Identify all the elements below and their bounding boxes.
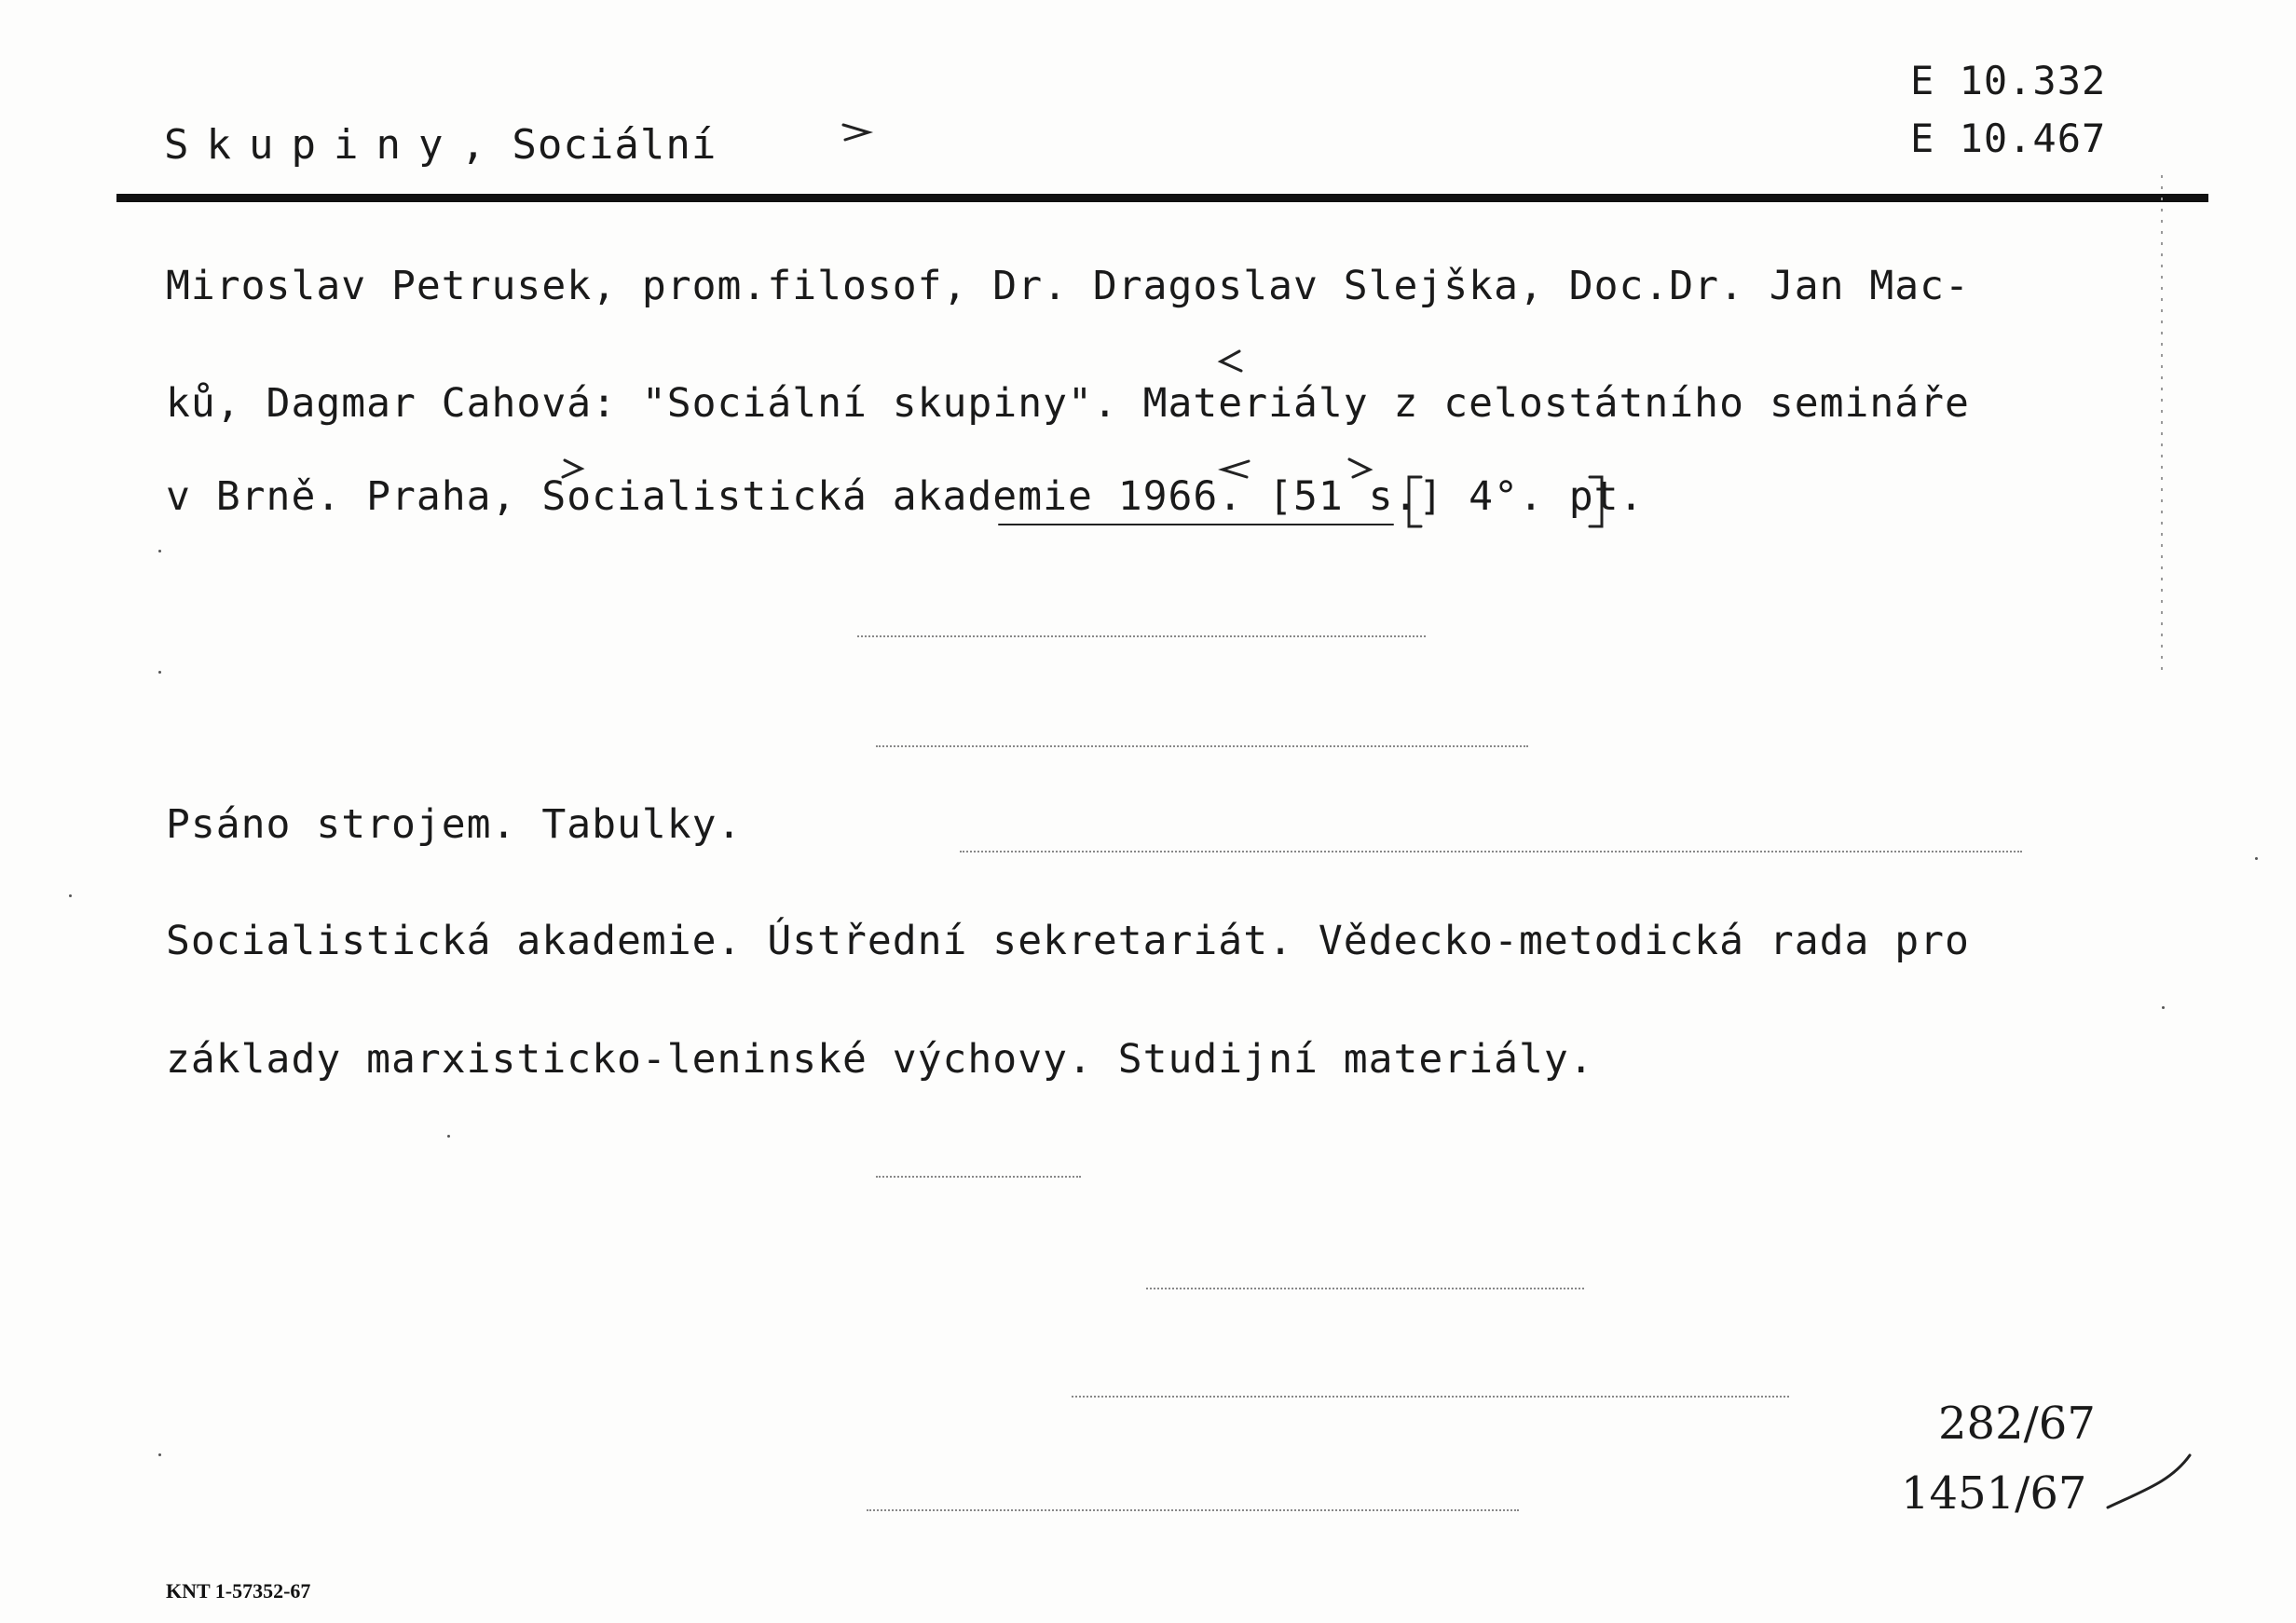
insert-mark-heading bbox=[843, 125, 868, 140]
bracket-right bbox=[1590, 477, 1602, 526]
subject-heading-sub: , Sociální bbox=[460, 121, 718, 169]
insert-mark-1966-right bbox=[1349, 459, 1370, 477]
call-number-2: E 10.467 bbox=[1910, 116, 2107, 161]
entry-line-2: ků, Dagmar Cahová: "Sociální skupiny". Materiály z celostátního semináře bbox=[166, 380, 1970, 427]
entry-line-3: v Brně. Praha, Socialistická akademie 1966. [51 s.] 4°. pt. bbox=[166, 473, 1645, 520]
insert-mark-materialy bbox=[1221, 351, 1241, 371]
note-line: Psáno strojem. Tabulky. bbox=[166, 801, 743, 848]
bracket-left bbox=[1409, 477, 1421, 526]
accession-number-2: 1451/67 bbox=[1901, 1467, 2087, 1520]
call-number-1: E 10.332 bbox=[1910, 58, 2107, 103]
insert-mark-praha bbox=[563, 460, 581, 477]
subject-heading-main: Skupiny bbox=[164, 121, 461, 169]
series-line-2: základy marxisticko-leninské výchovy. Studijní materiály. bbox=[166, 1036, 1594, 1083]
accession-number-1: 282/67 bbox=[1938, 1398, 2096, 1450]
printer-code: KNT 1-57352-67 bbox=[166, 1579, 311, 1603]
entry-line-1: Miroslav Petrusek, prom.filosof, Dr. Dragoslav Slejška, Doc.Dr. Jan Mac- bbox=[166, 263, 1970, 309]
check-stroke bbox=[2108, 1455, 2190, 1507]
insert-mark-1966-left bbox=[1223, 461, 1249, 477]
series-line-1: Socialistická akademie. Ústřední sekretariát. Vědecko-metodická rada pro bbox=[166, 918, 1970, 964]
